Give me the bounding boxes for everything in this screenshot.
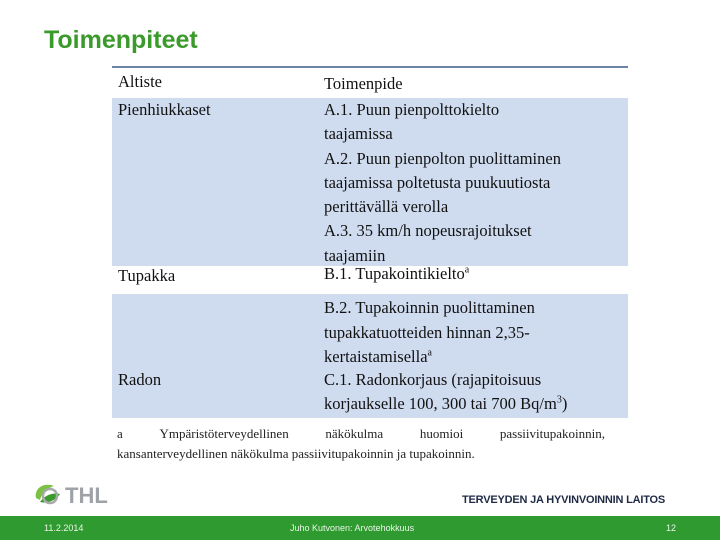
svg-text:THL: THL <box>65 483 108 508</box>
page-number: 12 <box>666 523 677 533</box>
row-measures <box>324 262 624 369</box>
footnote-line: kansanterveydellinen näkökulma passiivitupakoinnin ja tupakoinnin. <box>117 446 475 461</box>
measure-line: taajamissa poltetusta puukuutiosta <box>324 172 551 192</box>
footnote-mark: a <box>464 264 470 276</box>
table-row <box>112 98 628 266</box>
footnote-word: näkökulma <box>325 426 384 441</box>
measure-line: B.2. Tupakoinnin puolittaminen <box>324 298 535 318</box>
measure-line: A.3. 35 km/h nopeusrajoitukset <box>324 221 532 241</box>
slide-title: Toimenpiteet <box>44 26 198 54</box>
thl-leaf-icon <box>36 485 60 503</box>
row-exposure: Tupakka <box>118 266 176 285</box>
row-exposure: Pienhiukkaset <box>118 100 211 119</box>
footnote-word: Ympäristöterveydellinen <box>159 426 289 441</box>
organization-slogan: TERVEYDEN JA HYVINVOINNIN LAITOS <box>462 494 666 506</box>
measure-line: tupakkatuotteiden hinnan 2,35- <box>324 322 530 342</box>
measure-line: taajamiin <box>324 245 386 265</box>
thl-logo <box>30 476 130 512</box>
measure-line: perittävällä verolla <box>324 197 449 217</box>
footnote <box>117 424 605 464</box>
row-measures <box>324 368 624 417</box>
measure-line: korjaukselle 100, 300 tai 700 $Bq/m^3$) <box>324 394 568 414</box>
measure-line: B.1. Tupakointikielto$^a$ <box>324 264 470 283</box>
measure-line: taajamissa <box>324 124 393 144</box>
measure-line: A.2. Puun pienpolton puolittaminen <box>324 148 561 168</box>
measure-line: A.1. Puun pienpolttokielto <box>324 100 500 119</box>
footnote-mark: a <box>427 347 432 359</box>
footer-author: Juho Kutvonen: Arvotehokkuus <box>290 523 415 533</box>
row-exposure: Radon <box>118 370 162 389</box>
measure-line: C.1. Radonkorjaus (rajapitoisuus <box>324 370 542 389</box>
footnote-word: passiivitupakoinnin, <box>499 426 605 441</box>
measure-line: kertaistamisella$^a$ <box>324 346 432 366</box>
unit-superscript: 3 <box>556 394 562 406</box>
header-measure: Toimenpide <box>324 74 403 93</box>
footer-bar <box>0 516 720 540</box>
table-header-row <box>112 66 628 100</box>
footnote-word: huomioi <box>419 426 464 441</box>
header-exposure: Altiste <box>118 72 162 91</box>
footer-date: 11.2.2014 <box>44 523 84 533</box>
row-measures <box>324 98 624 268</box>
footnote-word: a <box>117 426 123 441</box>
